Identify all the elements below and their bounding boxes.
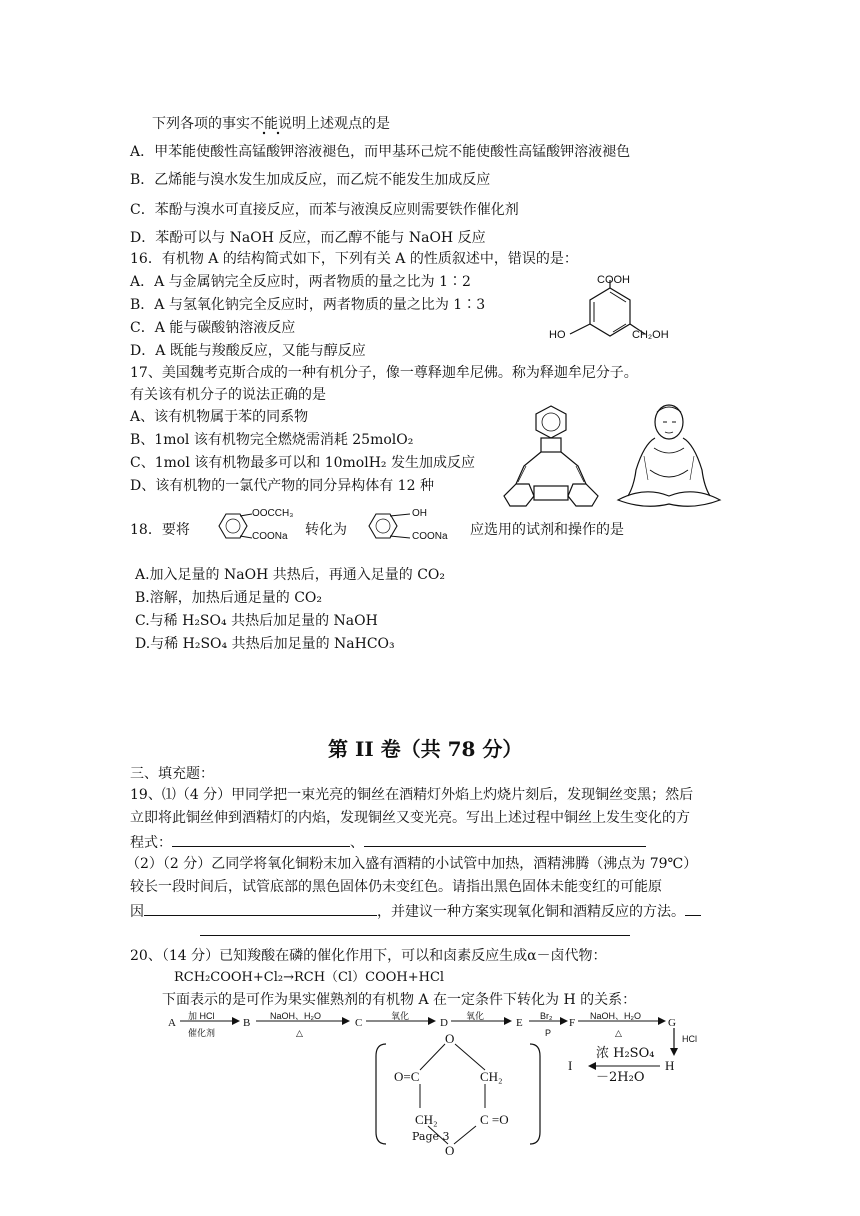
q18-option-d: D.与稀 H₂SO₄ 共热后加足量的 NaHCO₃ <box>135 636 395 652</box>
arrow-1-above: 加 HCl <box>188 1011 215 1021</box>
answer-blank-equation-2[interactable] <box>364 832 646 847</box>
q15-tail: 下列各项的事实不能说明上述观点的是 <box>152 116 390 132</box>
q18-option-c: C.与稀 H₂SO₄ 共热后加足量的 NaOH <box>135 613 378 629</box>
chain-node-c: C <box>355 1017 363 1029</box>
ring-c-right: C =O <box>480 1112 509 1127</box>
emphasis-dots <box>255 128 295 138</box>
q19-line-6 <box>130 901 701 921</box>
q15-option-b: B．乙烯能与溴水发生加成反应，而乙烷不能发生加成反应 <box>130 172 491 188</box>
section-title: 第 II 卷（共 78 分） <box>328 737 523 761</box>
q17-stem-2: 有关该有机分子的说法正确的是 <box>130 387 326 403</box>
ring-o-top: O <box>445 1031 455 1046</box>
q17-molecule-diagram <box>496 400 606 510</box>
chain-node-g: G <box>668 1017 676 1029</box>
q19-line-6-prefix: 因 <box>130 904 144 920</box>
q19-line-2: 立即将此铜丝伸到酒精灯的内焰，发现铜丝又变光亮。写出上述过程中铜丝上发生变化的方 <box>130 810 690 826</box>
q17-option-b: B、1mol 该有机物完全燃烧需消耗 25molO₂ <box>130 432 414 448</box>
q17-option-a: A、该有机物属于苯的同系物 <box>130 409 309 425</box>
q16-option-d: D．A 既能与羧酸反应，又能与醇反应 <box>130 343 366 359</box>
chain-node-h: H <box>665 1058 675 1073</box>
q16-label-ch2oh: CH₂OH <box>632 329 669 341</box>
hcl-label: HCl <box>682 1034 697 1044</box>
q19-line-5: 较长一段时间后，试管底部的黑色固体仍未变红色。请指出黑色固体未能变红的可能原 <box>130 879 662 895</box>
q20-line-1: 20、（14 分）已知羧酸在磷的催化作用下，可以和卤素反应生成α－卤代物： <box>130 948 607 964</box>
arrow-5-below: P <box>545 1028 552 1038</box>
q17-option-c: C、1mol 该有机物最多可以和 10molH₂ 发生加成反应 <box>130 455 475 471</box>
chain-node-b: B <box>243 1017 251 1029</box>
chain-node-i: I <box>568 1058 573 1073</box>
arrow-6-below: △ <box>615 1028 622 1038</box>
q15-option-d: D．苯酚可以与 NaOH 反应，而乙醇不能与 NaOH 反应 <box>130 230 486 246</box>
q16-stem: 16．有机物 A 的结构简式如下，下列有关 A 的性质叙述中，错误的是： <box>130 251 578 267</box>
h-arrow-above: 浓 H₂SO₄ <box>596 1046 655 1061</box>
ring-ch2-left: CH₂ <box>415 1112 438 1127</box>
answer-blank-reason[interactable] <box>144 901 377 916</box>
q16-label-ho: HO <box>549 329 566 341</box>
answer-blank-equation-1[interactable] <box>172 832 350 847</box>
q18-mol2-top: OH <box>412 508 427 519</box>
q16-option-c: C．A 能与碳酸钠溶液反应 <box>130 320 296 336</box>
chain-node-e: E <box>516 1017 523 1029</box>
q18-mol2-bottom: COONa <box>412 531 448 542</box>
q15-option-c: C．苯酚与溴水可直接反应，而苯与液溴反应则需要铁作催化剂 <box>130 202 519 218</box>
q19-line-3-prefix: 程式： <box>130 835 172 851</box>
q20-line-3: 下面表示的是可作为果实催熟剂的有机物 A 在一定条件下转化为 H 的关系： <box>162 992 637 1008</box>
buddha-figure <box>614 400 724 510</box>
answer-blank-method[interactable] <box>200 935 630 936</box>
q18-mol1-top: OOCCH₃ <box>252 508 294 519</box>
q19-line-6-suffix: ，并建议一种方案实现氧化铜和酒精反应的方法。 <box>377 904 685 920</box>
ring-c-left: O=C <box>394 1069 420 1084</box>
q17-stem-1: 17、美国魏考克斯合成的一种有机分子，像一尊释迦牟尼佛。称为释迦牟尼分子。 <box>130 365 638 381</box>
arrow-3-above: 氧化 <box>391 1011 410 1021</box>
q18-option-a: A.加入足量的 NaOH 共热后，再通入足量的 CO₂ <box>135 567 445 583</box>
q20-equation: RCH₂COOH+Cl₂→RCH（Cl）COOH+HCl <box>174 970 445 985</box>
q18-option-b: B.溶解，加热后通足量的 CO₂ <box>135 590 322 606</box>
arrow-2-above: NaOH、H₂O <box>270 1011 321 1021</box>
q18-mol1-bottom: COONa <box>252 531 288 542</box>
q18-middle: 转化为 <box>305 522 347 538</box>
ring-ch2-right: CH₂ <box>480 1069 503 1084</box>
q18-suffix: 应选用的试剂和操作的是 <box>470 522 624 538</box>
part-3-heading: 三、填充题： <box>130 766 214 782</box>
arrow-5-above: Br₂ <box>540 1011 553 1021</box>
arrow-2-below: △ <box>296 1028 303 1038</box>
q15-option-a: A．甲苯能使酸性高锰酸钾溶液褪色，而甲基环己烷不能使酸性高锰酸钾溶液褪色 <box>130 144 631 160</box>
q18-molecule-2 <box>366 508 456 548</box>
q19-line-4: （2）（2 分）乙同学将氧化铜粉末加入盛有酒精的小试管中加热，酒精沸腾（沸点为 79℃） <box>126 856 698 872</box>
h-arrow-below: －2H₂O <box>596 1070 645 1085</box>
arrow-1-below: 催化剂 <box>188 1028 216 1038</box>
answer-blank-method-start[interactable] <box>685 901 701 916</box>
arrow-4-above: 氧化 <box>466 1011 485 1021</box>
q17-option-d: D、该有机物的一氯代产物的同分异构体有 12 种 <box>130 478 434 494</box>
page-number: Page 3 <box>412 1130 450 1143</box>
q16-option-a: A．A 与金属钠完全反应时，两者物质的量之比为 1∶2 <box>130 274 471 290</box>
q16-option-b: B．A 与氢氧化钠完全反应时，两者物质的量之比为 1∶3 <box>130 297 486 313</box>
q19-line-3-sep: 、 <box>350 835 364 851</box>
arrow-6-above: NaOH、H₂O <box>590 1011 641 1021</box>
q19-line-1: 19、⑴（4 分）甲同学把一束光亮的铜丝在酒精灯外焰上灼烧片刻后，发现铜丝变黑；然后 <box>130 787 694 803</box>
q16-label-cooh: COOH <box>597 274 630 286</box>
ring-o-bottom: O <box>445 1143 455 1158</box>
chain-node-a: A <box>168 1017 176 1029</box>
chain-node-d: D <box>440 1017 448 1029</box>
chain-node-f: F <box>569 1017 576 1029</box>
q18-prefix: 18．要将 <box>130 522 190 538</box>
q19-line-3 <box>130 832 646 852</box>
